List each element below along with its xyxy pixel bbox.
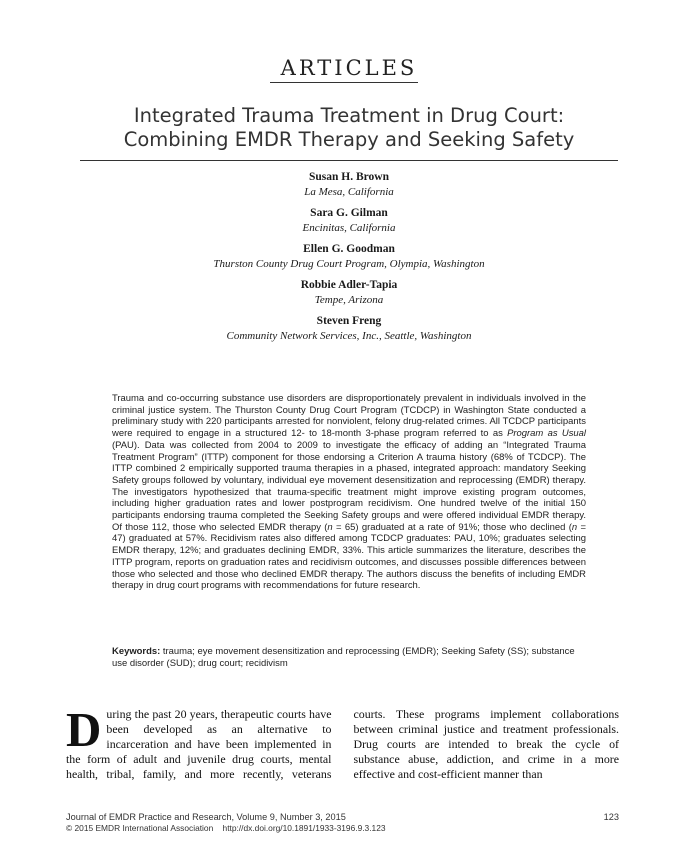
title-line-1: Integrated Trauma Treatment in Drug Court: [133,104,565,127]
abstract [112,393,586,592]
page-number: 123 [603,812,619,822]
author-affiliation: Community Network Services, Inc., Seattle, Washington [226,330,472,342]
drop-cap: D [66,702,102,757]
article-title [60,104,638,152]
abstract-text: = 65) graduated at a rate of 91%; those who declined ( [332,521,572,533]
author-block [60,170,638,199]
section-heading: ARTICLES [280,56,418,80]
author-block [60,278,638,307]
keywords [112,646,586,670]
author-affiliation: Thurston County Drug Court Program, Olympia, Washington [213,258,485,270]
author-affiliation: La Mesa, California [304,186,394,198]
footer-journal: Journal of EMDR Practice and Research, Volume 9, Number 3, 2015 [66,812,346,822]
author-name: Steven Freng [316,315,382,327]
author-name: Susan H. Brown [308,171,389,183]
body-text [66,702,619,783]
author-name: Robbie Adler-Tapia [300,279,398,291]
author-list [60,170,638,350]
author-affiliation: Encinitas, California [302,222,396,234]
abstract-italic-n: n [327,521,333,533]
title-line-2: Combining EMDR Therapy and Seeking Safety [123,128,575,151]
abstract-text: Trauma and co-occurring substance use disorders are disproportionately prevalent in individuals involved in the criminal justice system. The Thurston County Drug Court Program (TCDCP) in Washington State conducted a preliminary study with 220 participants arrested for nonviolent, felony drug-related crimes. All TCDCP participants were required to engage in a structured 12- to 18-month 3-phase program referred to as [112,393,586,440]
abstract-text: = 47) graduated at 57%. Recidivism rates also differed among TCDCP graduates: PAU, 10%; graduates selecting EMDR therapy, 12%; and graduates declining EMDR, 33%. This article summarizes the literature, describes the ITTP program, reports on graduation rates and recidivism outcomes, and discusses possible differences between those who selected and those who declined EMDR therapy. The authors discuss the benefits of including EMDR therapy in drug court programs with recommendations for future research. [112,521,586,592]
footer-copyright: © 2015 EMDR International Association http://dx.doi.org/10.1891/1933-3196.9.3.123 [66,823,386,833]
author-affiliation: Tempe, Arizona [314,294,384,306]
body-paragraph: uring the past 20 years, therapeutic courts have been developed as an alternative to incarceration and have been implemented in the form of adult and juvenile drug courts, mental health, tribal, family, and more recently, veterans courts. These programs implement collaborations between criminal justice and treatment professionals. Drug courts are intended to break the cycle of substance abuse, addiction, and crime in a more effective and cost-efficient manner than [66,707,619,782]
author-block [60,206,638,235]
author-block [60,242,638,271]
footer [66,812,386,834]
author-name: Sara G. Gilman [310,207,388,219]
title-rule [80,160,618,161]
abstract-text: (PAU). Data was collected from 2004 to 2009 to investigate the efficacy of adding an “Integrated Trauma Treatment Program” (ITTP) component for those endorsing a Criterion A trauma history (68% of TCDCP). The ITTP combined 2 empirically supported trauma therapies in a phased, integrated approach: mandatory Seeking Safety groups followed by voluntary, individual eye movement desensitization and reprocessing (EMDR) therapy. The investigators hypothesized that trauma-specific treatment might improve existing program outcomes, including higher graduation rates and lower postprogram recidivism. One hundred twelve of the initial 150 participants endorsing trauma completed the Seeking Safety groups and were offered individual EMDR therapy. Of those 112, those who selected EMDR therapy ( [112,439,586,533]
author-block [60,314,638,343]
abstract-italic-term: Program as Usual [507,428,587,440]
section-heading-rule [270,82,418,83]
keywords-text: trauma; eye movement desensitization and reprocessing (EMDR); Seeking Safety (SS); substance use disorder (SUD); drug court; recidivism [112,646,575,669]
keywords-label: Keywords: [112,646,161,657]
author-name: Ellen G. Goodman [303,243,395,255]
abstract-italic-n: n [571,521,578,533]
